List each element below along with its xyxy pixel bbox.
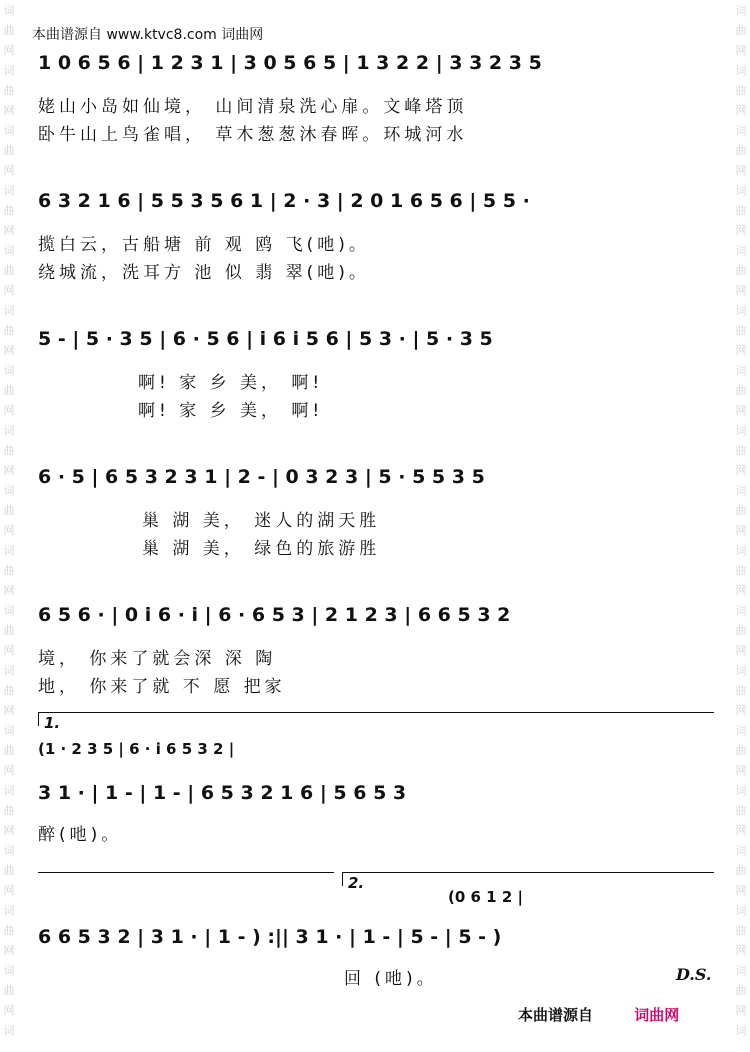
watermark-char: 词 (3, 424, 15, 437)
watermark-char: 词 (3, 844, 15, 857)
watermark-char: 网 (735, 404, 747, 417)
watermark-char: 网 (735, 44, 747, 57)
volta-bracket (342, 872, 343, 886)
volta-line-a (38, 872, 334, 873)
lyrics-verse-2: 卧牛山上鸟雀唱， 草木葱葱沐春晖。环城河水 (38, 125, 468, 145)
watermark-char: 网 (3, 524, 15, 537)
watermark-char: 网 (3, 824, 15, 837)
notes-line: 6 · 5 | 6 5 3 2 3 1 | 2 - | 0 3 2 3 | 5 · 5 5 3 5 (38, 466, 485, 488)
watermark-char: 网 (735, 1004, 747, 1017)
watermark-char: 曲 (3, 384, 15, 397)
watermark-char: 网 (735, 584, 747, 597)
volta-2: 2. (348, 874, 365, 892)
watermark-char: 词 (735, 904, 747, 917)
notes-line: 6 3 2 1 6 | 5 5 3 5 6 1 | 2 · 3 | 2 0 1 6 5 6 | 5 5 · (38, 190, 530, 212)
notes-line: 6 6 5 3 2 | 3 1 · | 1 - ) :|| 3 1 · | 1 - | 5 - | 5 - ) (38, 926, 502, 948)
lyrics-verse-1: 揽白云，古船塘 前 观 鸥 飞(吔)。 (38, 235, 370, 255)
watermark-char: 网 (735, 944, 747, 957)
lyrics-verse-2: 巢 湖 美， 绿色的旅游胜 (142, 539, 381, 559)
notes-line: 6 5 6 · | 0 i 6 · i | 6 · 6 5 3 | 2 1 2 3 | 6 6 5 3 2 (38, 604, 511, 626)
lyrics-verse-1: 醉(吔)。 (38, 825, 123, 845)
lyrics-verse-2: 啊! 家 乡 美， 啊! (138, 401, 324, 421)
watermark-char: 词 (735, 604, 747, 617)
watermark-left (0, 0, 18, 1052)
watermark-char: 曲 (3, 504, 15, 517)
watermark-char: 曲 (735, 744, 747, 757)
watermark-char: 网 (3, 944, 15, 957)
lyrics-verse-1: 境， 你来了就会深 深 陶 (38, 649, 277, 669)
watermark-char: 网 (3, 164, 15, 177)
watermark-char: 曲 (3, 864, 15, 877)
watermark-char: 曲 (3, 324, 15, 337)
watermark-char: 曲 (735, 624, 747, 637)
lyrics-verse-1: 回 (吔)。 (344, 969, 438, 989)
lyrics-verse-1: 姥山小岛如仙境， 山间清泉洗心扉。文峰塔顶 (38, 97, 468, 117)
watermark-char: 曲 (3, 444, 15, 457)
watermark-char: 网 (3, 104, 15, 117)
watermark-char: 词 (735, 664, 747, 677)
watermark-char: 词 (735, 4, 747, 17)
volta-bracket (38, 712, 39, 726)
lyrics-verse-1: 啊! 家 乡 美， 啊! (138, 373, 324, 393)
watermark-char: 词 (735, 784, 747, 797)
footer-site: 词曲网 (634, 1006, 680, 1024)
watermark-char: 曲 (735, 924, 747, 937)
watermark-char: 词 (735, 544, 747, 557)
lyrics-verse-2: 地， 你来了就 不 愿 把家 (38, 677, 286, 697)
watermark-char: 词 (735, 64, 747, 77)
watermark-char: 网 (735, 224, 747, 237)
volta-line (38, 712, 714, 713)
watermark-char: 曲 (3, 564, 15, 577)
watermark-char: 网 (735, 104, 747, 117)
watermark-char: 曲 (3, 684, 15, 697)
watermark-char: 网 (3, 464, 15, 477)
watermark-char: 曲 (735, 984, 747, 997)
watermark-char: 曲 (3, 204, 15, 217)
watermark-char: 曲 (735, 564, 747, 577)
watermark-char: 词 (3, 544, 15, 557)
lyrics-verse-2: 绕城流，洗耳方 池 似 翡 翠(吔)。 (38, 263, 370, 283)
watermark-char: 曲 (735, 864, 747, 877)
watermark-char: 词 (3, 664, 15, 677)
watermark-char: 词 (3, 604, 15, 617)
watermark-char: 词 (3, 184, 15, 197)
watermark-char: 词 (735, 364, 747, 377)
footer (518, 1004, 679, 1025)
notes-line: 1 0 6 5 6 | 1 2 3 1 | 3 0 5 6 5 | 1 3 2 2 | 3 3 2 3 5 (38, 52, 542, 74)
watermark-char: 曲 (3, 624, 15, 637)
watermark-char: 词 (3, 1024, 15, 1037)
watermark-char: 词 (735, 424, 747, 437)
watermark-char: 网 (735, 644, 747, 657)
watermark-char: 曲 (735, 444, 747, 457)
watermark-char: 网 (735, 524, 747, 537)
volta-line-b (342, 872, 714, 873)
watermark-char: 网 (3, 344, 15, 357)
watermark-char: 词 (3, 784, 15, 797)
notes-line: 5 - | 5 · 3 5 | 6 · 5 6 | i 6 i 5 6 | 5 3 · | 5 · 3 5 (38, 328, 493, 350)
watermark-char: 词 (3, 244, 15, 257)
watermark-char: 网 (735, 284, 747, 297)
watermark-char: 词 (735, 304, 747, 317)
page-header: 本曲谱源自 www.ktvc8.com 词曲网 (32, 27, 264, 43)
watermark-char: 网 (735, 344, 747, 357)
dal-segno-mark: D.S. (676, 965, 712, 984)
watermark-char: 网 (3, 884, 15, 897)
watermark-char: 曲 (735, 264, 747, 277)
watermark-char: 网 (735, 884, 747, 897)
watermark-char: 网 (3, 584, 15, 597)
watermark-char: 曲 (3, 924, 15, 937)
notes-line: 3 1 · | 1 - | 1 - | 6 5 3 2 1 6 | 5 6 5 3 (38, 782, 407, 804)
watermark-char: 词 (735, 184, 747, 197)
watermark-char: 词 (3, 64, 15, 77)
watermark-char: 网 (735, 704, 747, 717)
watermark-char: 曲 (735, 384, 747, 397)
watermark-char: 词 (3, 124, 15, 137)
watermark-char: 曲 (735, 684, 747, 697)
watermark-char: 词 (3, 364, 15, 377)
watermark-char: 词 (3, 904, 15, 917)
watermark-char: 词 (735, 724, 747, 737)
watermark-char: 网 (3, 44, 15, 57)
watermark-char: 网 (3, 284, 15, 297)
volta-1: 1. (44, 714, 61, 732)
watermark-char: 曲 (3, 84, 15, 97)
watermark-char: 词 (3, 724, 15, 737)
watermark-char: 词 (735, 1024, 747, 1037)
intro-line: (0 6 1 2 | (448, 888, 523, 906)
watermark-char: 网 (3, 1004, 15, 1017)
watermark-char: 网 (735, 824, 747, 837)
watermark-char: 曲 (3, 804, 15, 817)
watermark-char: 曲 (735, 24, 747, 37)
watermark-char: 词 (735, 964, 747, 977)
watermark-char: 网 (3, 404, 15, 417)
watermark-char: 曲 (735, 324, 747, 337)
watermark-char: 词 (735, 124, 747, 137)
watermark-char: 词 (3, 964, 15, 977)
watermark-char: 曲 (3, 24, 15, 37)
lyrics-verse-1: 巢 湖 美， 迷人的湖天胜 (142, 511, 381, 531)
watermark-char: 网 (735, 464, 747, 477)
footer-source: 本曲谱源自 (518, 1006, 594, 1024)
watermark-char: 曲 (735, 84, 747, 97)
watermark-char: 曲 (735, 504, 747, 517)
watermark-char: 曲 (3, 984, 15, 997)
watermark-char: 曲 (3, 144, 15, 157)
watermark-char: 网 (735, 164, 747, 177)
watermark-char: 曲 (3, 264, 15, 277)
watermark-char: 词 (3, 4, 15, 17)
watermark-char: 网 (735, 764, 747, 777)
watermark-char: 词 (3, 484, 15, 497)
watermark-char: 曲 (3, 744, 15, 757)
watermark-char: 曲 (735, 204, 747, 217)
watermark-char: 词 (3, 304, 15, 317)
watermark-char: 词 (735, 844, 747, 857)
watermark-char: 曲 (735, 804, 747, 817)
watermark-char: 词 (735, 244, 747, 257)
intro-line: (1 · 2 3 5 | 6 · i 6 5 3 2 | (38, 740, 235, 758)
watermark-char: 词 (735, 484, 747, 497)
watermark-char: 网 (3, 224, 15, 237)
watermark-char: 网 (3, 644, 15, 657)
watermark-char: 网 (3, 764, 15, 777)
watermark-char: 网 (3, 704, 15, 717)
watermark-char: 曲 (735, 144, 747, 157)
